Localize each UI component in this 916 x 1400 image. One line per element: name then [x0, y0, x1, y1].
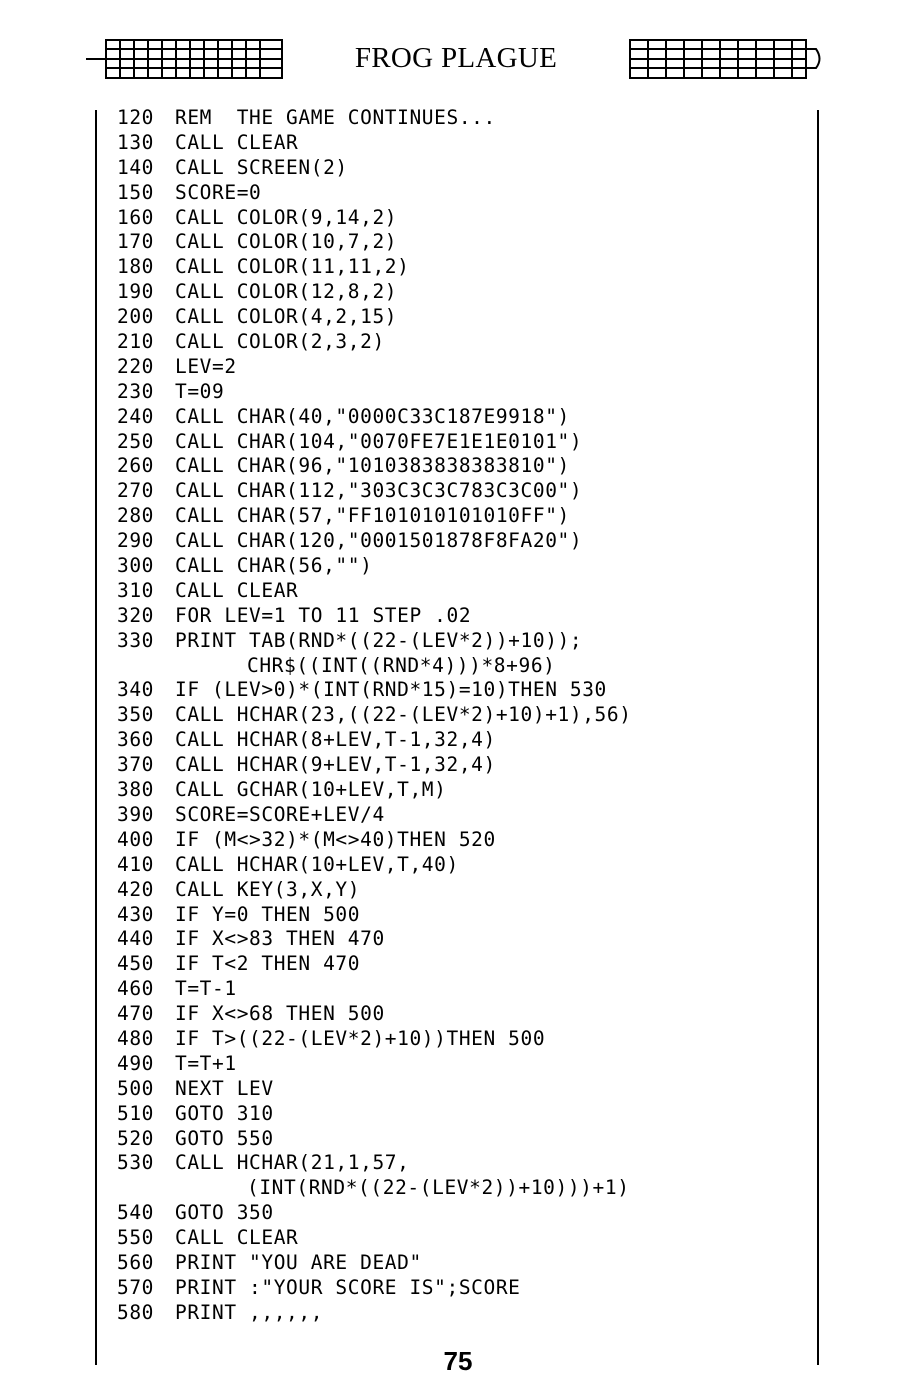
line-number: 200: [117, 305, 155, 329]
line-number: 410: [117, 852, 155, 876]
line-code: CALL CHAR(104,"0070FE7E1E1E0101"): [175, 429, 583, 453]
line-number: 440: [117, 927, 155, 951]
line-number: [117, 1176, 175, 1201]
line-number: 420: [117, 877, 155, 901]
line-code: PRINT "YOU ARE DEAD": [175, 1250, 422, 1274]
code-line: [117, 1127, 807, 1152]
code-line: [117, 106, 807, 131]
line-number: 460: [117, 977, 155, 1001]
line-code: CALL COLOR(10,7,2): [175, 230, 398, 254]
code-line: [117, 1301, 807, 1326]
line-number: 190: [117, 280, 155, 304]
line-code: PRINT :"YOUR SCORE IS";SCORE: [175, 1275, 521, 1299]
line-code: SCORE=0: [175, 180, 262, 204]
line-code: CALL CHAR(96,"1010383838383810"): [175, 454, 570, 478]
line-code: CHR$((INT((RND*4)))*8+96): [247, 653, 556, 677]
line-code: PRINT TAB(RND*((22-(LEV*2))+10));: [175, 628, 583, 652]
line-code: GOTO 350: [175, 1201, 274, 1225]
line-number: 500: [117, 1076, 155, 1100]
code-line: [117, 554, 807, 579]
line-code: CALL COLOR(9,14,2): [175, 205, 398, 229]
code-line: [117, 1151, 807, 1176]
page-number: 75: [443, 1346, 473, 1376]
line-code: IF Y=0 THEN 500: [175, 902, 361, 926]
line-number: 530: [117, 1151, 155, 1175]
code-line: [117, 305, 807, 330]
line-code: IF X<>83 THEN 470: [175, 927, 385, 951]
line-number: 470: [117, 1002, 155, 1026]
line-code: CALL HCHAR(10+LEV,T,40): [175, 852, 459, 876]
code-line: [117, 156, 807, 181]
code-line: [117, 1251, 807, 1276]
line-number: 390: [117, 802, 155, 826]
line-number: 340: [117, 678, 155, 702]
code-line: [117, 479, 807, 504]
line-number: 220: [117, 354, 155, 378]
line-code: CALL GCHAR(10+LEV,T,M): [175, 778, 447, 802]
code-line: [117, 1276, 807, 1301]
code-line: [117, 903, 807, 928]
line-number: 580: [117, 1300, 155, 1324]
code-line: [117, 778, 807, 803]
line-code: CALL CHAR(57,"FF101010101010FF"): [175, 504, 570, 528]
code-line: [117, 703, 807, 728]
line-number: 320: [117, 603, 155, 627]
line-number: 360: [117, 728, 155, 752]
line-number: 350: [117, 703, 155, 727]
code-line: [117, 280, 807, 305]
line-code: IF X<>68 THEN 500: [175, 1002, 385, 1026]
code-line: [117, 753, 807, 778]
line-number: [117, 654, 175, 679]
code-listing: [117, 106, 807, 1326]
code-line: [117, 355, 807, 380]
line-code: CALL HCHAR(23,((22-(LEV*2)+10)+1),56): [175, 703, 632, 727]
line-number: 400: [117, 827, 155, 851]
line-number: 330: [117, 628, 155, 652]
code-line: [117, 654, 807, 679]
code-line: [117, 230, 807, 255]
code-line: [117, 1102, 807, 1127]
line-code: REM THE GAME CONTINUES...: [175, 106, 496, 129]
line-number: 450: [117, 952, 155, 976]
code-line: [117, 1201, 807, 1226]
line-number: 270: [117, 479, 155, 503]
code-line: [117, 330, 807, 355]
code-line: [117, 1226, 807, 1251]
code-line: [117, 504, 807, 529]
left-margin-rule: [95, 110, 97, 1365]
line-code: GOTO 310: [175, 1101, 274, 1125]
line-code: IF T>((22-(LEV*2)+10))THEN 500: [175, 1026, 546, 1050]
code-line: [117, 853, 807, 878]
line-code: NEXT LEV: [175, 1076, 274, 1100]
line-code: CALL HCHAR(8+LEV,T-1,32,4): [175, 728, 496, 752]
code-line: [117, 405, 807, 430]
code-line: [117, 977, 807, 1002]
line-code: T=T-1: [175, 977, 237, 1001]
code-line: [117, 1002, 807, 1027]
right-margin-rule: [817, 110, 819, 1365]
code-line: [117, 927, 807, 952]
line-code: CALL COLOR(12,8,2): [175, 280, 398, 304]
code-line: [117, 728, 807, 753]
line-number: 490: [117, 1051, 155, 1075]
line-number: 510: [117, 1101, 155, 1125]
code-line: [117, 181, 807, 206]
line-number: 300: [117, 554, 155, 578]
line-code: CALL CHAR(112,"303C3C3C783C3C00"): [175, 479, 583, 503]
line-code: CALL CLEAR: [175, 578, 299, 602]
line-number: 480: [117, 1026, 155, 1050]
code-line: [117, 579, 807, 604]
line-code: IF (M<>32)*(M<>40)THEN 520: [175, 827, 496, 851]
line-number: 240: [117, 404, 155, 428]
line-number: 540: [117, 1201, 155, 1225]
line-code: CALL CHAR(120,"0001501878F8FA20"): [175, 529, 583, 553]
line-number: 140: [117, 155, 155, 179]
code-line: [117, 803, 807, 828]
line-code: IF T<2 THEN 470: [175, 952, 361, 976]
code-line: [117, 380, 807, 405]
code-line: [117, 430, 807, 455]
line-code: CALL COLOR(11,11,2): [175, 255, 410, 279]
line-code: T=T+1: [175, 1051, 237, 1075]
line-number: 370: [117, 753, 155, 777]
code-line: [117, 206, 807, 231]
line-number: 250: [117, 429, 155, 453]
code-line: [117, 1176, 807, 1201]
line-number: 520: [117, 1126, 155, 1150]
line-number: 280: [117, 504, 155, 528]
code-line: [117, 678, 807, 703]
code-line: [117, 828, 807, 853]
line-code: IF (LEV>0)*(INT(RND*15)=10)THEN 530: [175, 678, 607, 702]
code-line: [117, 1027, 807, 1052]
line-number: 290: [117, 529, 155, 553]
line-code: CALL HCHAR(9+LEV,T-1,32,4): [175, 753, 496, 777]
line-number: 550: [117, 1226, 155, 1250]
line-number: 560: [117, 1250, 155, 1274]
line-code: T=09: [175, 379, 225, 403]
code-line: [117, 1077, 807, 1102]
line-code: CALL HCHAR(21,1,57,: [175, 1151, 410, 1175]
line-code: CALL CHAR(56,""): [175, 554, 373, 578]
code-line: [117, 604, 807, 629]
code-line: [117, 529, 807, 554]
line-code: CALL KEY(3,X,Y): [175, 877, 361, 901]
line-code: LEV=2: [175, 354, 237, 378]
page-header: [86, 36, 826, 82]
line-number: 130: [117, 130, 155, 154]
line-number: 210: [117, 330, 155, 354]
line-number: 380: [117, 778, 155, 802]
code-line: [117, 131, 807, 156]
line-code: CALL CHAR(40,"0000C33C187E9918"): [175, 404, 570, 428]
line-number: 170: [117, 230, 155, 254]
line-number: 430: [117, 902, 155, 926]
code-line: [117, 629, 807, 654]
grid-ornament-right-icon: [626, 36, 826, 82]
line-number: 570: [117, 1275, 155, 1299]
line-number: 160: [117, 205, 155, 229]
line-code: CALL CLEAR: [175, 1226, 299, 1250]
code-line: [117, 454, 807, 479]
code-line: [117, 255, 807, 280]
line-code: FOR LEV=1 TO 11 STEP .02: [175, 603, 472, 627]
code-line: [117, 1052, 807, 1077]
line-code: PRINT ,,,,,,: [175, 1300, 324, 1324]
line-number: 180: [117, 255, 155, 279]
line-number: 150: [117, 180, 155, 204]
line-number: 230: [117, 379, 155, 403]
line-code: CALL CLEAR: [175, 130, 299, 154]
line-code: (INT(RND*((22-(LEV*2))+10)))+1): [247, 1176, 630, 1200]
line-number: 310: [117, 578, 155, 602]
page-title: FROG PLAGUE: [354, 42, 558, 74]
line-code: GOTO 550: [175, 1126, 274, 1150]
line-code: CALL COLOR(2,3,2): [175, 330, 385, 354]
line-number: 120: [117, 106, 155, 129]
line-code: CALL COLOR(4,2,15): [175, 305, 398, 329]
line-code: CALL SCREEN(2): [175, 155, 348, 179]
line-code: SCORE=SCORE+LEV/4: [175, 802, 385, 826]
line-number: 260: [117, 454, 155, 478]
code-line: [117, 952, 807, 977]
code-line: [117, 878, 807, 903]
